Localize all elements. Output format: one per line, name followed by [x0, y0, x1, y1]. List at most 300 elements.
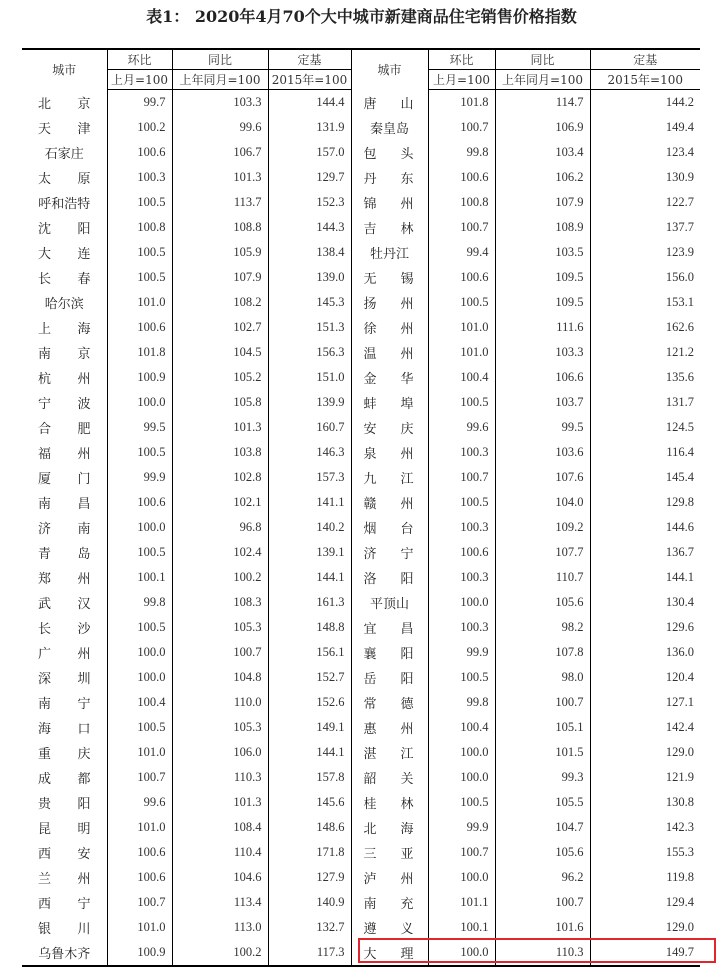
city-name	[351, 190, 428, 215]
mom-value: 99.4	[428, 240, 495, 265]
mom-value: 101.0	[107, 740, 172, 765]
city-name	[22, 240, 107, 265]
header-city: 城市	[22, 49, 107, 90]
city-label: 福 州	[38, 447, 91, 462]
fixed-value: 129.4	[590, 890, 700, 915]
table-row	[22, 665, 700, 690]
mom-value: 100.6	[428, 265, 495, 290]
mom-value: 100.7	[428, 840, 495, 865]
mom-value: 101.0	[428, 340, 495, 365]
table-row	[22, 915, 700, 940]
city-name	[351, 665, 428, 690]
yoy-value: 106.6	[495, 365, 590, 390]
city-label: 九 江	[363, 472, 414, 487]
mom-value: 100.0	[428, 590, 495, 615]
fixed-value: 156.1	[268, 640, 351, 665]
yoy-value: 103.5	[495, 240, 590, 265]
table-row	[22, 540, 700, 565]
header-mom: 环比	[428, 49, 495, 70]
fixed-value: 160.7	[268, 415, 351, 440]
mom-value: 100.5	[428, 790, 495, 815]
yoy-value: 96.2	[495, 865, 590, 890]
fixed-value: 149.7	[590, 940, 700, 966]
fixed-value: 130.8	[590, 790, 700, 815]
yoy-value: 105.5	[495, 790, 590, 815]
city-label: 宁 波	[38, 397, 91, 412]
city-label: 银 川	[38, 922, 91, 937]
fixed-value: 144.1	[268, 740, 351, 765]
fixed-value: 156.0	[590, 265, 700, 290]
fixed-value: 123.4	[590, 140, 700, 165]
city-label: 长 沙	[38, 622, 91, 637]
city-label: 泉 州	[363, 447, 414, 462]
table-row	[22, 140, 700, 165]
table-row	[22, 315, 700, 340]
table-row	[22, 465, 700, 490]
city-name	[22, 190, 107, 215]
yoy-value: 104.0	[495, 490, 590, 515]
fixed-value: 136.7	[590, 540, 700, 565]
yoy-value: 108.4	[172, 815, 268, 840]
fixed-value: 149.1	[268, 715, 351, 740]
mom-value: 101.0	[107, 915, 172, 940]
city-name	[351, 90, 428, 116]
fixed-value: 139.9	[268, 390, 351, 415]
table-title: 表1： 2020年4月70个大中城市新建商品住宅销售价格指数	[146, 7, 577, 26]
fixed-value: 129.0	[590, 740, 700, 765]
city-label: 成 都	[38, 772, 91, 787]
mom-value: 100.6	[107, 140, 172, 165]
mom-value: 99.9	[428, 815, 495, 840]
yoy-value: 106.2	[495, 165, 590, 190]
city-name	[22, 565, 107, 590]
fixed-value: 144.1	[268, 565, 351, 590]
city-label: 北 海	[363, 822, 414, 837]
city-label: 唐 山	[363, 96, 414, 112]
city-label: 南 京	[38, 347, 91, 362]
table-row	[22, 290, 700, 315]
mom-value: 100.6	[428, 165, 495, 190]
yoy-value: 102.4	[172, 540, 268, 565]
fixed-value: 124.5	[590, 415, 700, 440]
yoy-value: 110.7	[495, 565, 590, 590]
mom-value: 99.8	[428, 690, 495, 715]
city-label: 南 充	[363, 897, 414, 912]
table-row	[22, 190, 700, 215]
mom-value: 101.0	[107, 815, 172, 840]
city-name	[351, 340, 428, 365]
mom-value: 101.8	[107, 340, 172, 365]
city-label: 金 华	[363, 372, 414, 387]
table-row	[22, 840, 700, 865]
fixed-value: 144.6	[590, 515, 700, 540]
city-label: 韶 关	[363, 772, 414, 787]
city-name	[351, 615, 428, 640]
table-row	[22, 415, 700, 440]
table-row	[22, 740, 700, 765]
mom-value: 100.9	[107, 940, 172, 966]
city-label: 昆 明	[38, 822, 91, 837]
city-name	[351, 365, 428, 390]
yoy-value: 99.5	[495, 415, 590, 440]
city-label: 安 庆	[363, 422, 414, 437]
yoy-value: 104.8	[172, 665, 268, 690]
city-name	[351, 490, 428, 515]
mom-value: 100.6	[107, 840, 172, 865]
yoy-value: 107.7	[495, 540, 590, 565]
mom-value: 101.8	[428, 90, 495, 116]
fixed-value: 152.6	[268, 690, 351, 715]
table-row	[22, 565, 700, 590]
fixed-value: 130.4	[590, 590, 700, 615]
city-name	[351, 640, 428, 665]
yoy-value: 100.7	[495, 690, 590, 715]
table-row	[22, 215, 700, 240]
yoy-value: 105.6	[495, 590, 590, 615]
city-label: 兰 州	[38, 872, 91, 887]
fixed-value: 153.1	[590, 290, 700, 315]
fixed-value: 127.9	[268, 865, 351, 890]
fixed-value: 129.8	[590, 490, 700, 515]
yoy-value: 113.0	[172, 915, 268, 940]
fixed-value: 135.6	[590, 365, 700, 390]
city-label: 太 原	[38, 172, 91, 187]
city-label: 西 安	[38, 847, 91, 862]
mom-value: 99.5	[107, 415, 172, 440]
fixed-value: 157.0	[268, 140, 351, 165]
fixed-value: 149.4	[590, 115, 700, 140]
city-label: 遵 义	[363, 922, 414, 937]
city-name	[351, 240, 428, 265]
city-label: 三 亚	[363, 847, 414, 862]
city-name	[22, 365, 107, 390]
header-fixed: 定基	[268, 49, 351, 70]
yoy-value: 101.6	[495, 915, 590, 940]
city-name	[22, 715, 107, 740]
city-name	[351, 715, 428, 740]
city-name	[351, 515, 428, 540]
fixed-value: 144.4	[268, 90, 351, 116]
mom-value: 100.0	[107, 515, 172, 540]
yoy-value: 104.7	[495, 815, 590, 840]
yoy-value: 100.7	[172, 640, 268, 665]
fixed-value: 142.3	[590, 815, 700, 840]
yoy-value: 111.6	[495, 315, 590, 340]
mom-value: 100.4	[107, 690, 172, 715]
city-label: 厦 门	[38, 472, 91, 487]
yoy-value: 103.3	[495, 340, 590, 365]
mom-value: 100.6	[428, 540, 495, 565]
fixed-value: 144.1	[590, 565, 700, 590]
city-name	[22, 415, 107, 440]
mom-value: 100.5	[107, 715, 172, 740]
city-name	[22, 590, 107, 615]
mom-value: 100.8	[107, 215, 172, 240]
fixed-value: 155.3	[590, 840, 700, 865]
yoy-value: 105.9	[172, 240, 268, 265]
mom-value: 100.6	[107, 490, 172, 515]
yoy-value: 101.3	[172, 790, 268, 815]
city-name	[22, 815, 107, 840]
fixed-value: 156.3	[268, 340, 351, 365]
city-label: 洛 阳	[363, 572, 414, 587]
city-name	[351, 865, 428, 890]
city-label: 郑 州	[38, 572, 91, 587]
fixed-value: 145.3	[268, 290, 351, 315]
city-label: 赣 州	[363, 497, 414, 512]
yoy-value: 105.1	[495, 715, 590, 740]
table-row	[22, 890, 700, 915]
city-name	[351, 890, 428, 915]
mom-value: 99.6	[107, 790, 172, 815]
yoy-value: 113.4	[172, 890, 268, 915]
mom-value: 100.3	[428, 515, 495, 540]
city-label: 襄 阳	[363, 647, 414, 662]
fixed-value: 122.7	[590, 190, 700, 215]
mom-value: 100.7	[428, 115, 495, 140]
yoy-value: 105.6	[495, 840, 590, 865]
header-yoy: 同比	[172, 49, 268, 70]
mom-value: 100.4	[428, 715, 495, 740]
yoy-value: 105.3	[172, 715, 268, 740]
table-row	[22, 790, 700, 815]
header-yoy: 同比	[495, 49, 590, 70]
city-label: 长 春	[38, 272, 91, 287]
city-name	[351, 690, 428, 715]
city-label: 扬 州	[363, 297, 414, 312]
yoy-value: 108.9	[495, 215, 590, 240]
yoy-value: 107.8	[495, 640, 590, 665]
mom-value: 100.5	[428, 665, 495, 690]
yoy-value: 106.0	[172, 740, 268, 765]
yoy-value: 107.6	[495, 465, 590, 490]
city-label: 深 圳	[38, 672, 91, 687]
fixed-value: 117.3	[268, 940, 351, 966]
fixed-value: 144.2	[590, 90, 700, 116]
table-row	[22, 440, 700, 465]
mom-value: 101.1	[428, 890, 495, 915]
header-mom-base: 上月=100	[428, 70, 495, 90]
fixed-value: 145.4	[590, 465, 700, 490]
city-name	[351, 840, 428, 865]
city-name	[351, 115, 428, 140]
city-name	[22, 315, 107, 340]
city-name	[22, 515, 107, 540]
mom-value: 100.5	[107, 615, 172, 640]
city-name	[22, 165, 107, 190]
yoy-value: 103.3	[172, 90, 268, 116]
header-fixed-base: 2015年=100	[590, 70, 700, 90]
mom-value: 100.7	[107, 890, 172, 915]
mom-value: 101.0	[428, 315, 495, 340]
yoy-value: 102.8	[172, 465, 268, 490]
city-label: 惠 州	[363, 722, 414, 737]
city-label: 天 津	[38, 122, 91, 137]
city-name	[351, 440, 428, 465]
table-row	[22, 340, 700, 365]
yoy-value: 104.5	[172, 340, 268, 365]
fixed-value: 148.8	[268, 615, 351, 640]
fixed-value: 161.3	[268, 590, 351, 615]
city-name	[22, 840, 107, 865]
yoy-value: 109.5	[495, 265, 590, 290]
city-label: 乌鲁木齐	[38, 947, 91, 962]
yoy-value: 106.7	[172, 140, 268, 165]
fixed-value: 119.8	[590, 865, 700, 890]
fixed-value: 121.9	[590, 765, 700, 790]
city-name	[22, 615, 107, 640]
yoy-value: 96.8	[172, 515, 268, 540]
fixed-value: 132.7	[268, 915, 351, 940]
fixed-value: 145.6	[268, 790, 351, 815]
fixed-value: 136.0	[590, 640, 700, 665]
mom-value: 100.9	[107, 365, 172, 390]
city-label: 沈 阳	[38, 222, 91, 237]
yoy-value: 110.0	[172, 690, 268, 715]
city-name	[22, 940, 107, 966]
city-label: 湛 江	[363, 747, 414, 762]
price-index-table	[22, 48, 700, 967]
header-mom-base: 上月=100	[107, 70, 172, 90]
mom-value: 100.0	[428, 940, 495, 966]
yoy-value: 102.1	[172, 490, 268, 515]
yoy-value: 98.0	[495, 665, 590, 690]
city-label: 徐 州	[363, 322, 414, 337]
city-name	[351, 790, 428, 815]
city-name	[351, 765, 428, 790]
yoy-value: 100.2	[172, 565, 268, 590]
mom-value: 99.9	[428, 640, 495, 665]
fixed-value: 140.2	[268, 515, 351, 540]
fixed-value: 162.6	[590, 315, 700, 340]
mom-value: 100.0	[107, 665, 172, 690]
yoy-value: 105.2	[172, 365, 268, 390]
city-name	[351, 315, 428, 340]
mom-value: 100.5	[107, 440, 172, 465]
city-label: 温 州	[363, 347, 414, 362]
city-name	[351, 290, 428, 315]
yoy-value: 110.3	[172, 765, 268, 790]
city-label: 武 汉	[38, 597, 91, 612]
city-label: 呼和浩特	[38, 197, 91, 212]
city-name	[22, 490, 107, 515]
city-name	[22, 690, 107, 715]
city-name	[22, 340, 107, 365]
yoy-value: 98.2	[495, 615, 590, 640]
yoy-value: 104.6	[172, 865, 268, 890]
fixed-value: 151.0	[268, 365, 351, 390]
city-name	[351, 415, 428, 440]
yoy-value: 105.8	[172, 390, 268, 415]
mom-value: 100.3	[428, 565, 495, 590]
city-name	[22, 440, 107, 465]
fixed-value: 157.3	[268, 465, 351, 490]
fixed-value: 116.4	[590, 440, 700, 465]
mom-value: 100.5	[107, 265, 172, 290]
city-label: 北 京	[38, 96, 91, 112]
city-label: 济 南	[38, 522, 91, 537]
yoy-value: 101.5	[495, 740, 590, 765]
mom-value: 100.5	[428, 390, 495, 415]
fixed-value: 137.7	[590, 215, 700, 240]
mom-value: 100.2	[107, 115, 172, 140]
yoy-value: 105.3	[172, 615, 268, 640]
mom-value: 100.1	[107, 565, 172, 590]
city-label: 常 德	[363, 697, 414, 712]
fixed-value: 152.3	[268, 190, 351, 215]
fixed-value: 140.9	[268, 890, 351, 915]
city-label: 泸 州	[363, 872, 414, 887]
header-fixed: 定基	[590, 49, 700, 70]
fixed-value: 123.9	[590, 240, 700, 265]
city-name	[22, 90, 107, 116]
yoy-value: 100.7	[495, 890, 590, 915]
yoy-value: 106.9	[495, 115, 590, 140]
city-name	[351, 540, 428, 565]
city-name	[22, 890, 107, 915]
mom-value: 101.0	[107, 290, 172, 315]
yoy-value: 103.7	[495, 390, 590, 415]
fixed-value: 152.7	[268, 665, 351, 690]
city-label: 重 庆	[38, 747, 91, 762]
yoy-value: 113.7	[172, 190, 268, 215]
fixed-value: 129.0	[590, 915, 700, 940]
city-label: 牡丹江	[369, 247, 409, 262]
table-row	[22, 765, 700, 790]
table-row	[22, 115, 700, 140]
mom-value: 100.5	[107, 540, 172, 565]
mom-value: 100.5	[428, 290, 495, 315]
city-name	[351, 740, 428, 765]
city-label: 合 肥	[38, 422, 91, 437]
fixed-value: 171.8	[268, 840, 351, 865]
city-name	[351, 465, 428, 490]
city-label: 石家庄	[44, 147, 84, 162]
city-name	[351, 215, 428, 240]
table-row	[22, 690, 700, 715]
city-label: 岳 阳	[363, 672, 414, 687]
city-name	[22, 540, 107, 565]
mom-value: 100.0	[428, 765, 495, 790]
city-name	[22, 265, 107, 290]
city-label: 海 口	[38, 722, 91, 737]
city-name	[351, 590, 428, 615]
city-label: 杭 州	[38, 372, 91, 387]
table-row	[22, 640, 700, 665]
fixed-value: 151.3	[268, 315, 351, 340]
mom-value: 99.6	[428, 415, 495, 440]
city-label: 吉 林	[363, 222, 414, 237]
city-name	[351, 265, 428, 290]
city-label: 宜 昌	[363, 622, 414, 637]
mom-value: 100.0	[428, 865, 495, 890]
mom-value: 100.8	[428, 190, 495, 215]
yoy-value: 103.6	[495, 440, 590, 465]
city-label: 南 宁	[38, 697, 91, 712]
table-row	[22, 490, 700, 515]
mom-value: 100.7	[107, 765, 172, 790]
city-name	[351, 565, 428, 590]
table-row	[22, 615, 700, 640]
city-label: 蚌 埠	[363, 397, 414, 412]
fixed-value: 127.1	[590, 690, 700, 715]
fixed-value: 130.9	[590, 165, 700, 190]
fixed-value: 131.7	[590, 390, 700, 415]
yoy-value: 107.9	[495, 190, 590, 215]
table-row	[22, 90, 700, 116]
fixed-value: 129.6	[590, 615, 700, 640]
table-row	[22, 365, 700, 390]
